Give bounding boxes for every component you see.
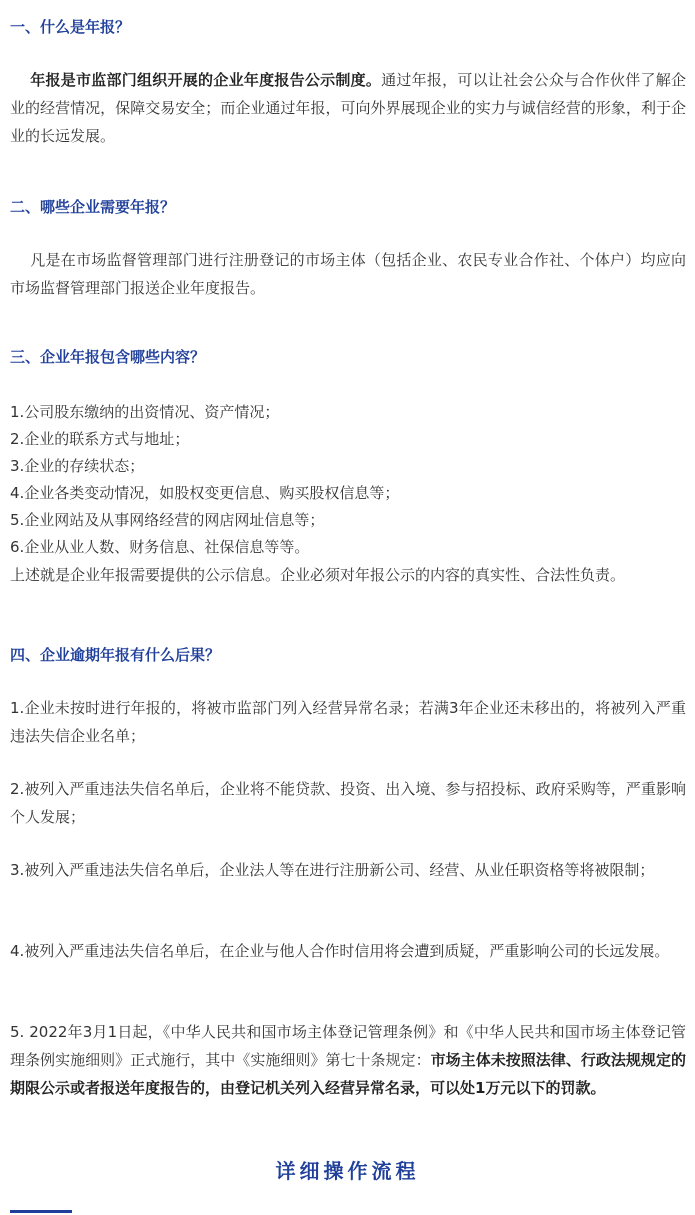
list-item: 6.企业从业人数、财务信息、社保信息等等。 [10, 538, 310, 556]
section-heading-who-needs-report: 二、哪些企业需要年报？ [10, 198, 176, 216]
section-summary: 上述就是企业年报需要提供的公示信息。企业必须对年报公示的内容的真实性、合法性负责。 [10, 566, 626, 584]
list-item: 4.企业各类变动情况，如股权变更信息、购买股权信息等； [10, 484, 400, 502]
section-heading-what-is-annual-report: 一、什么是年报？ [10, 18, 131, 36]
consequence-paragraph-3: 3.被列入严重违法失信名单后，企业法人等在进行注册新公司、经营、从业任职资格等将被限制； [10, 861, 655, 879]
detailed-process-title: 详细操作流程 [275, 1159, 420, 1183]
footer-divider [10, 1210, 72, 1213]
section-paragraph-who-needs-report [10, 246, 686, 302]
list-item: 3.企业的存续状态； [10, 457, 145, 475]
consequence-paragraph-2: 2.被列入严重违法失信名单后，企业将不能贷款、投资、出入境、参与招投标、政府采购等，严重影响个人发展； [10, 780, 686, 826]
list-item: 2.企业的联系方式与地址； [10, 430, 190, 448]
section-heading-overdue-consequences: 四、企业逾期年报有什么后果？ [10, 646, 221, 664]
section-paragraph-annual-report-definition [10, 66, 686, 150]
consequence-paragraph-4: 4.被列入严重违法失信名单后，在企业与他人合作时信用将会遭到质疑，严重影响公司的长远发展。 [10, 942, 670, 960]
consequence-paragraph-5 [10, 1018, 686, 1102]
bold-lead-text: 年报是市监部门组织开展的企业年度报告公示制度。 [30, 71, 382, 89]
section-heading-report-contents: 三、企业年报包含哪些内容？ [10, 348, 206, 366]
consequence-paragraph-1: 1.企业未按时进行年报的，将被市监部门列入经营异常名录；若满3年企业还未移出的，将被列入严重违法失信企业名单； [10, 699, 686, 745]
bold-regulation-text: 市场主体未按照法律、行政法规规定的期限公示或者报送年度报告的，由登记机关列入经营异常名录，可以处1万元以下的罚款。 [10, 1051, 686, 1097]
list-item: 1.公司股东缴纳的出资情况、资产情况； [10, 403, 280, 421]
paragraph-text: 凡是在市场监督管理部门进行注册登记的市场主体（包括企业、农民专业合作社、个体户）均应向市场监督管理部门报送企业年度报告。 [10, 251, 686, 297]
paragraph-text: 5. 2022年3月1日起，《中华人民共和国市场主体登记管理条例》和《中华人民共和国市场主体登记管理条例实施细则》正式施行，其中《实施细则》第七十条规定： [10, 1023, 686, 1069]
paragraph-text: 通过年报，可以让社会公众与合作伙伴了解企业的经营情况，保障交易安全；而企业通过年报，可向外界展现企业的实力与诚信经营的形象，利于企业的长远发展。 [10, 71, 686, 145]
list-item: 5.企业网站及从事网络经营的网店网址信息等； [10, 511, 325, 529]
